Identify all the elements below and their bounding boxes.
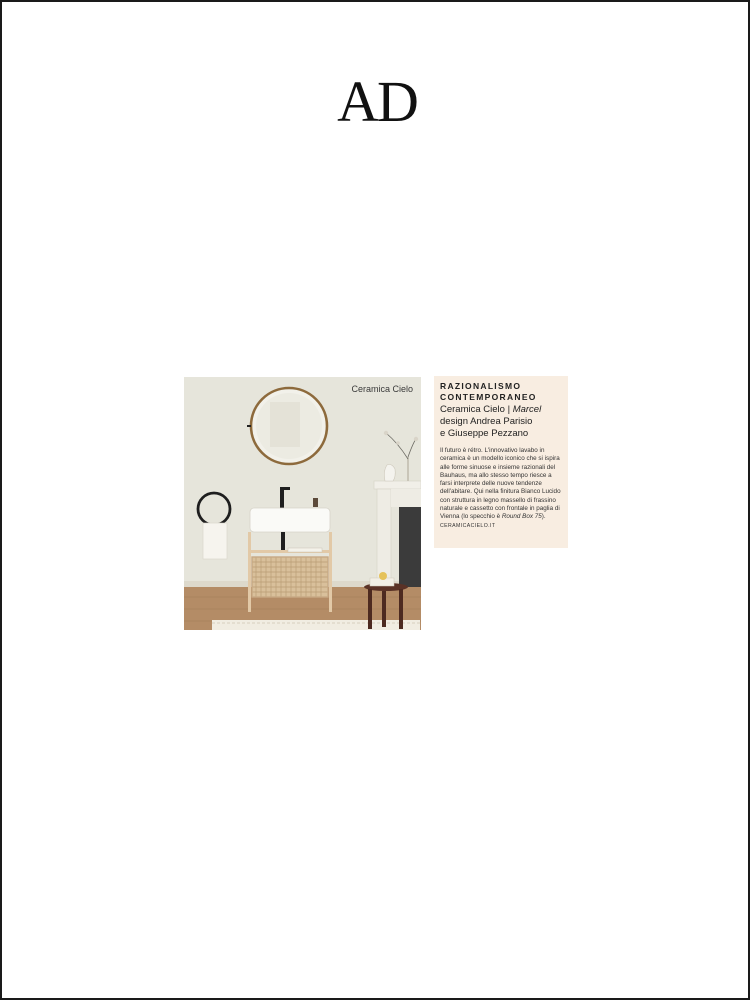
brand-name: Ceramica Cielo (440, 404, 505, 415)
separator: | (504, 404, 513, 415)
product-photo (184, 377, 421, 630)
designers-line-1: design Andrea Parisio (440, 416, 533, 427)
heading-line-2: CONTEMPORANEO (440, 392, 537, 402)
section-heading (440, 381, 562, 403)
designers-line-2: e Giuseppe Pezzano (440, 428, 529, 439)
product-name: Marcel (512, 404, 542, 415)
product-brand-line (440, 404, 562, 416)
website-link[interactable]: CERAMICACIELO.IT (440, 522, 496, 529)
article-body-text (440, 447, 562, 530)
bathroom-scene-image (184, 377, 421, 630)
ad-magazine-logo: AD (337, 69, 417, 134)
photo-credit-label: Ceramica Cielo (351, 384, 413, 394)
product-description-box (434, 376, 568, 548)
product-credits (440, 404, 562, 440)
mirror-product-name: Round Box 75 (501, 513, 542, 521)
heading-line-1: RAZIONALISMO (440, 381, 522, 391)
body-end: ). (541, 513, 546, 521)
body-main: Il futuro è rétro. L'innovativo lavabo in ceramica è un modello iconico che si ispira alle forme sinuose e insieme razionali del Bauhaus, ma allo stesso tempo riesce a farsi interprete delle nuove tendenze dell'abitare. Qui nella finitura Bianco Lucido con struttura in legno massello di frassino naturale e cassetto con frontale in paglia di Vienna (lo specchio è (440, 447, 561, 521)
